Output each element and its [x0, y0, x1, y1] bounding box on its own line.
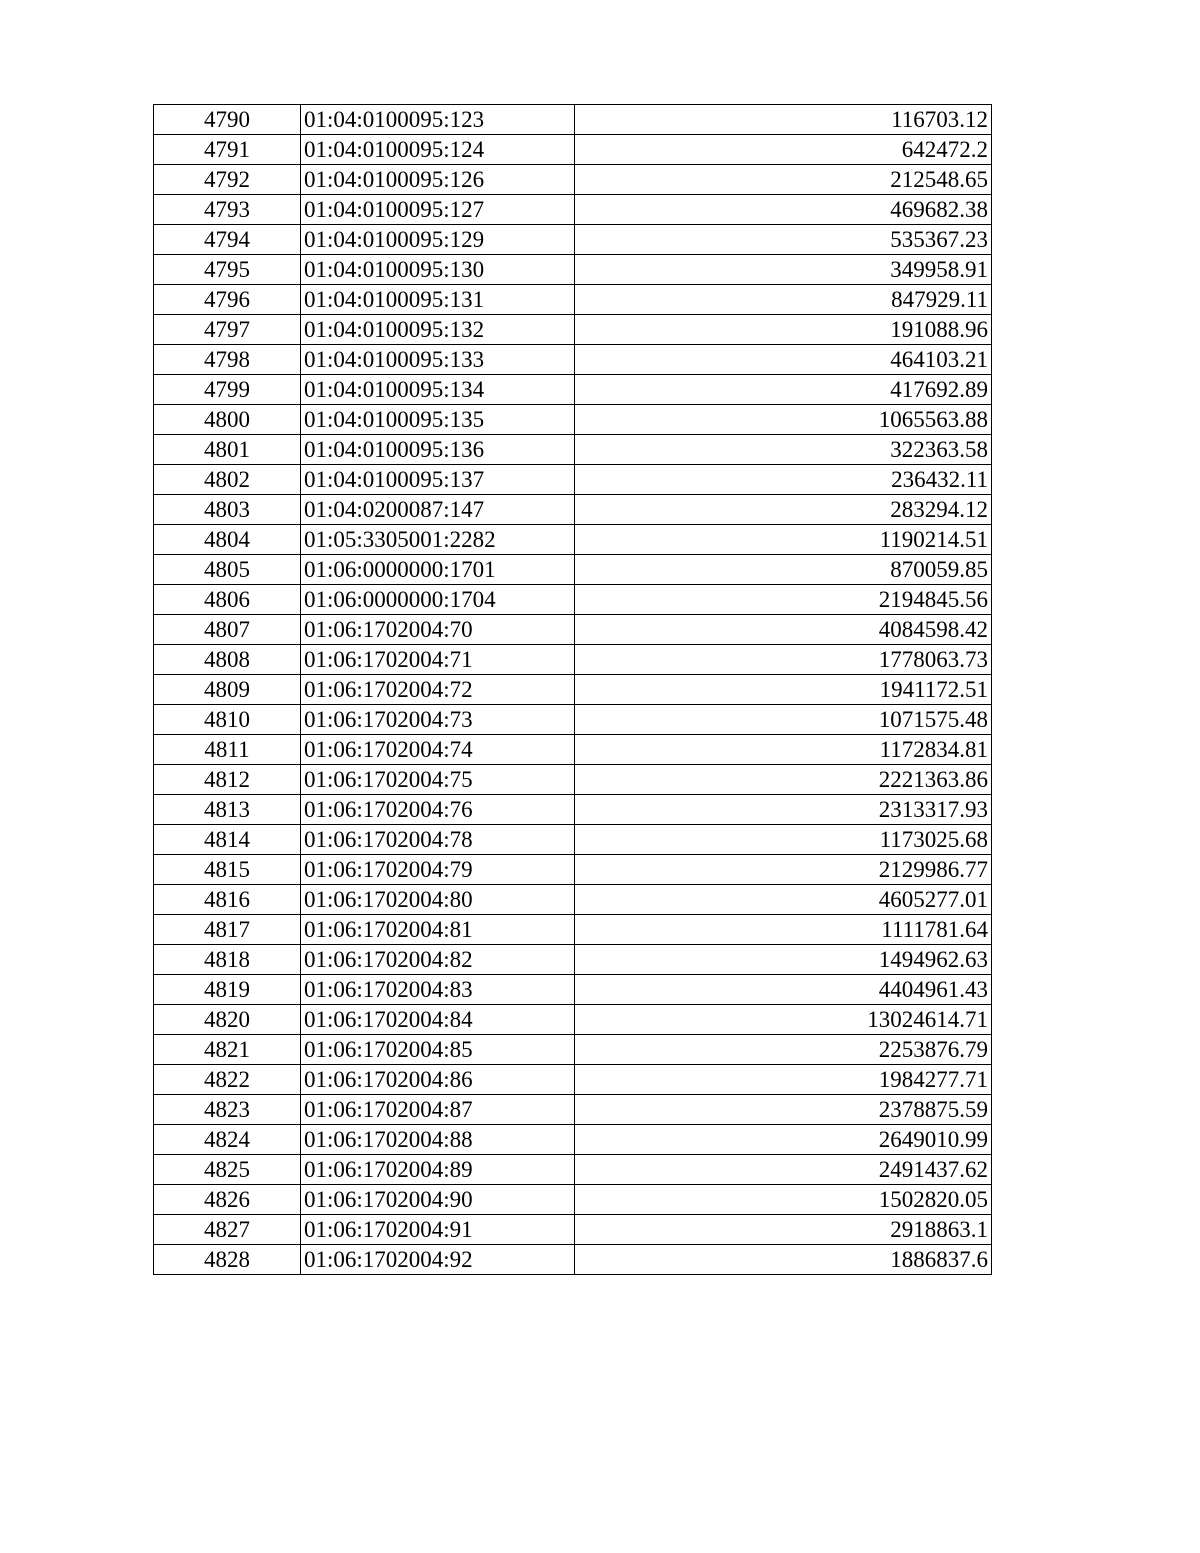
table-row: [154, 375, 992, 405]
row-number-cell: 4822: [154, 1065, 301, 1095]
cadastral-number-cell: 01:06:1702004:91: [301, 1215, 575, 1245]
value-cell: 322363.58: [575, 435, 992, 465]
value-cell: 870059.85: [575, 555, 992, 585]
table-row: [154, 555, 992, 585]
table-row: [154, 1065, 992, 1095]
value-cell: 1071575.48: [575, 705, 992, 735]
table-row: [154, 225, 992, 255]
cadastral-number-cell: 01:04:0100095:129: [301, 225, 575, 255]
table-row: [154, 585, 992, 615]
row-number-cell: 4824: [154, 1125, 301, 1155]
value-cell: 847929.11: [575, 285, 992, 315]
row-number-cell: 4827: [154, 1215, 301, 1245]
value-cell: 2649010.99: [575, 1125, 992, 1155]
cadastral-number-cell: 01:06:1702004:81: [301, 915, 575, 945]
row-number-cell: 4792: [154, 165, 301, 195]
row-number-cell: 4818: [154, 945, 301, 975]
value-cell: 4605277.01: [575, 885, 992, 915]
value-cell: 1190214.51: [575, 525, 992, 555]
table-row: [154, 525, 992, 555]
row-number-cell: 4791: [154, 135, 301, 165]
cadastral-number-cell: 01:06:1702004:71: [301, 645, 575, 675]
table-row: [154, 915, 992, 945]
table-row: [154, 645, 992, 675]
row-number-cell: 4825: [154, 1155, 301, 1185]
value-cell: 1941172.51: [575, 675, 992, 705]
cadastral-number-cell: 01:06:1702004:84: [301, 1005, 575, 1035]
row-number-cell: 4804: [154, 525, 301, 555]
row-number-cell: 4816: [154, 885, 301, 915]
cadastral-number-cell: 01:04:0200087:147: [301, 495, 575, 525]
table-row: [154, 495, 992, 525]
table-row: [154, 675, 992, 705]
table-row: [154, 975, 992, 1005]
cadastral-number-cell: 01:04:0100095:124: [301, 135, 575, 165]
table-row: [154, 615, 992, 645]
value-cell: 2129986.77: [575, 855, 992, 885]
cadastral-number-cell: 01:05:3305001:2282: [301, 525, 575, 555]
cadastral-number-cell: 01:04:0100095:135: [301, 405, 575, 435]
value-cell: 2491437.62: [575, 1155, 992, 1185]
row-number-cell: 4813: [154, 795, 301, 825]
table-row: [154, 1095, 992, 1125]
row-number-cell: 4801: [154, 435, 301, 465]
table-row: [154, 345, 992, 375]
value-cell: 2918863.1: [575, 1215, 992, 1245]
cadastral-number-cell: 01:04:0100095:126: [301, 165, 575, 195]
row-number-cell: 4810: [154, 705, 301, 735]
value-cell: 4404961.43: [575, 975, 992, 1005]
row-number-cell: 4790: [154, 105, 301, 135]
table-row: [154, 1155, 992, 1185]
value-cell: 2313317.93: [575, 795, 992, 825]
table-row: [154, 825, 992, 855]
row-number-cell: 4814: [154, 825, 301, 855]
row-number-cell: 4817: [154, 915, 301, 945]
cadastral-number-cell: 01:04:0100095:137: [301, 465, 575, 495]
table-row: [154, 1185, 992, 1215]
cadastral-number-cell: 01:06:1702004:76: [301, 795, 575, 825]
cadastral-number-cell: 01:06:1702004:86: [301, 1065, 575, 1095]
value-cell: 1984277.71: [575, 1065, 992, 1095]
value-cell: 283294.12: [575, 495, 992, 525]
table-row: [154, 135, 992, 165]
table-row: [154, 105, 992, 135]
row-number-cell: 4821: [154, 1035, 301, 1065]
value-cell: 417692.89: [575, 375, 992, 405]
value-cell: 2378875.59: [575, 1095, 992, 1125]
value-cell: 2194845.56: [575, 585, 992, 615]
row-number-cell: 4811: [154, 735, 301, 765]
table-row: [154, 1035, 992, 1065]
value-cell: 642472.2: [575, 135, 992, 165]
cadastral-number-cell: 01:06:1702004:72: [301, 675, 575, 705]
value-cell: 2253876.79: [575, 1035, 992, 1065]
table-row: [154, 945, 992, 975]
cadastral-number-cell: 01:06:1702004:74: [301, 735, 575, 765]
row-number-cell: 4812: [154, 765, 301, 795]
table-row: [154, 465, 992, 495]
cadastral-number-cell: 01:04:0100095:130: [301, 255, 575, 285]
table-row: [154, 795, 992, 825]
row-number-cell: 4808: [154, 645, 301, 675]
cadastral-number-cell: 01:04:0100095:134: [301, 375, 575, 405]
data-table: [153, 104, 992, 1275]
table-row: [154, 765, 992, 795]
row-number-cell: 4820: [154, 1005, 301, 1035]
value-cell: 535367.23: [575, 225, 992, 255]
cadastral-number-cell: 01:06:1702004:83: [301, 975, 575, 1005]
value-cell: 1502820.05: [575, 1185, 992, 1215]
cadastral-number-cell: 01:04:0100095:131: [301, 285, 575, 315]
table-row: [154, 435, 992, 465]
value-cell: 1111781.64: [575, 915, 992, 945]
cadastral-number-cell: 01:06:1702004:75: [301, 765, 575, 795]
row-number-cell: 4807: [154, 615, 301, 645]
cadastral-number-cell: 01:06:1702004:80: [301, 885, 575, 915]
row-number-cell: 4828: [154, 1245, 301, 1275]
table-row: [154, 165, 992, 195]
row-number-cell: 4794: [154, 225, 301, 255]
row-number-cell: 4800: [154, 405, 301, 435]
row-number-cell: 4805: [154, 555, 301, 585]
table-row: [154, 705, 992, 735]
row-number-cell: 4799: [154, 375, 301, 405]
value-cell: 469682.38: [575, 195, 992, 225]
value-cell: 2221363.86: [575, 765, 992, 795]
cadastral-number-cell: 01:06:1702004:85: [301, 1035, 575, 1065]
value-cell: 4084598.42: [575, 615, 992, 645]
cadastral-number-cell: 01:06:0000000:1704: [301, 585, 575, 615]
row-number-cell: 4823: [154, 1095, 301, 1125]
cadastral-number-cell: 01:06:1702004:90: [301, 1185, 575, 1215]
row-number-cell: 4797: [154, 315, 301, 345]
value-cell: 212548.65: [575, 165, 992, 195]
table-row: [154, 315, 992, 345]
value-cell: 236432.11: [575, 465, 992, 495]
row-number-cell: 4795: [154, 255, 301, 285]
row-number-cell: 4815: [154, 855, 301, 885]
table-body: [154, 105, 992, 1275]
table-row: [154, 405, 992, 435]
row-number-cell: 4793: [154, 195, 301, 225]
cadastral-number-cell: 01:04:0100095:136: [301, 435, 575, 465]
table-row: [154, 255, 992, 285]
value-cell: 1173025.68: [575, 825, 992, 855]
value-cell: 1886837.6: [575, 1245, 992, 1275]
cadastral-number-cell: 01:06:1702004:79: [301, 855, 575, 885]
row-number-cell: 4798: [154, 345, 301, 375]
table-row: [154, 285, 992, 315]
cadastral-number-cell: 01:06:1702004:88: [301, 1125, 575, 1155]
table-row: [154, 885, 992, 915]
row-number-cell: 4802: [154, 465, 301, 495]
value-cell: 116703.12: [575, 105, 992, 135]
table-row: [154, 1245, 992, 1275]
cadastral-number-cell: 01:06:1702004:73: [301, 705, 575, 735]
cadastral-number-cell: 01:06:1702004:87: [301, 1095, 575, 1125]
table-row: [154, 1125, 992, 1155]
row-number-cell: 4819: [154, 975, 301, 1005]
cadastral-number-cell: 01:04:0100095:123: [301, 105, 575, 135]
cadastral-number-cell: 01:04:0100095:132: [301, 315, 575, 345]
value-cell: 13024614.71: [575, 1005, 992, 1035]
value-cell: 191088.96: [575, 315, 992, 345]
row-number-cell: 4796: [154, 285, 301, 315]
value-cell: 464103.21: [575, 345, 992, 375]
value-cell: 1494962.63: [575, 945, 992, 975]
cadastral-number-cell: 01:04:0100095:127: [301, 195, 575, 225]
cadastral-number-cell: 01:06:1702004:89: [301, 1155, 575, 1185]
row-number-cell: 4826: [154, 1185, 301, 1215]
cadastral-number-cell: 01:06:1702004:78: [301, 825, 575, 855]
value-cell: 1065563.88: [575, 405, 992, 435]
table-row: [154, 855, 992, 885]
row-number-cell: 4803: [154, 495, 301, 525]
table-row: [154, 1215, 992, 1245]
cadastral-number-cell: 01:04:0100095:133: [301, 345, 575, 375]
row-number-cell: 4809: [154, 675, 301, 705]
value-cell: 1778063.73: [575, 645, 992, 675]
cadastral-number-cell: 01:06:1702004:92: [301, 1245, 575, 1275]
cadastral-number-cell: 01:06:1702004:82: [301, 945, 575, 975]
cadastral-number-cell: 01:06:1702004:70: [301, 615, 575, 645]
table-row: [154, 735, 992, 765]
cadastral-number-cell: 01:06:0000000:1701: [301, 555, 575, 585]
value-cell: 1172834.81: [575, 735, 992, 765]
table-row: [154, 1005, 992, 1035]
table-row: [154, 195, 992, 225]
row-number-cell: 4806: [154, 585, 301, 615]
value-cell: 349958.91: [575, 255, 992, 285]
